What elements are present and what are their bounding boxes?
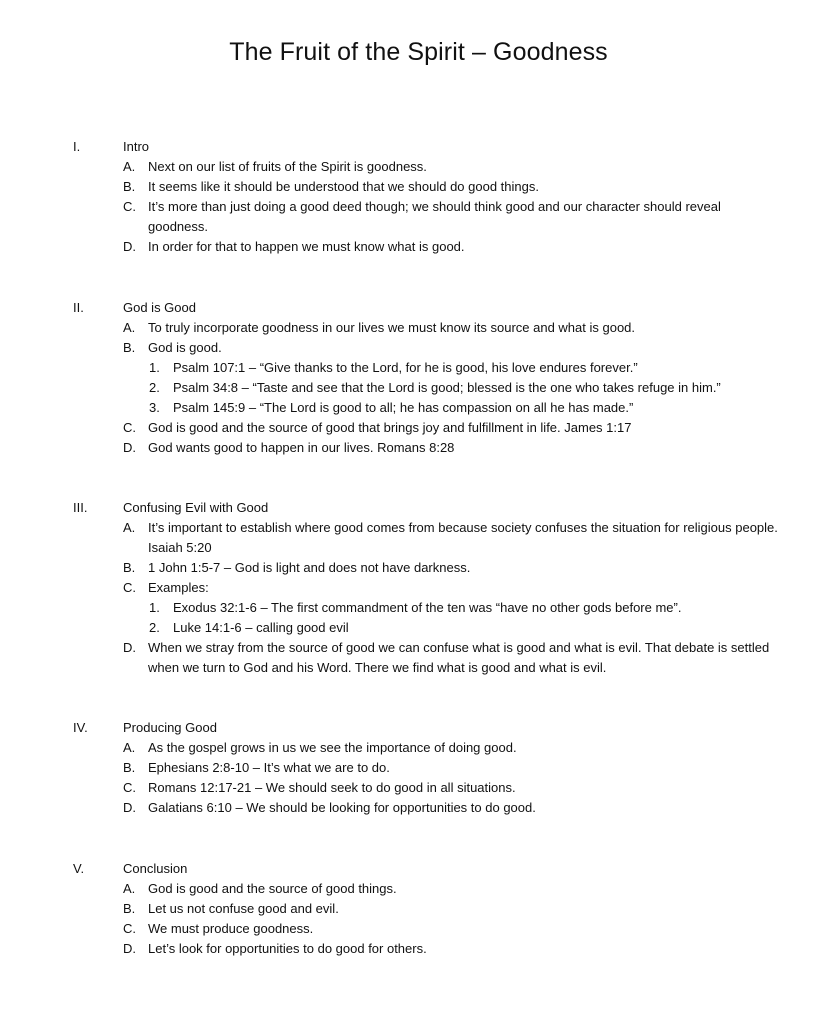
list-item bbox=[123, 518, 783, 558]
item-text: God is good. bbox=[148, 340, 222, 355]
section-heading: God is Good bbox=[123, 300, 196, 315]
sub-item-label: 3. bbox=[149, 400, 160, 415]
section-numeral: IV. bbox=[73, 720, 88, 735]
section-numeral: I. bbox=[73, 139, 81, 154]
item-label: A. bbox=[123, 520, 136, 535]
item-label: B. bbox=[123, 901, 136, 916]
list-item bbox=[123, 879, 783, 899]
list-item bbox=[123, 638, 783, 678]
item-label: D. bbox=[123, 941, 136, 956]
sub-item-label: 1. bbox=[149, 360, 160, 375]
item-text: Ephesians 2:8-10 – It’s what we are to do. bbox=[148, 760, 390, 775]
sub-item-label: 2. bbox=[149, 620, 160, 635]
section-items bbox=[123, 518, 783, 678]
item-text: As the gospel grows in us we see the importance of doing good. bbox=[148, 740, 517, 755]
item-text: God is good and the source of good things. bbox=[148, 881, 397, 896]
item-label: D. bbox=[123, 800, 136, 815]
item-label: A. bbox=[123, 320, 136, 335]
sub-item-text: Psalm 34:8 – “Taste and see that the Lord is good; blessed is the one who takes refuge in him.” bbox=[173, 380, 721, 395]
item-text: It’s important to establish where good comes from because society confuses the situation for religious people. Isaiah 5:20 bbox=[148, 520, 778, 555]
item-label: C. bbox=[123, 921, 136, 936]
item-text: When we stray from the source of good we can confuse what is good and what is evil. That debate is settled when we turn to God and his Word. There we find what is good and what is evil. bbox=[148, 640, 770, 675]
item-text: 1 John 1:5-7 – God is light and does not have darkness. bbox=[148, 560, 471, 575]
sub-item-text: Luke 14:1-6 – calling good evil bbox=[173, 620, 349, 635]
page-title: The Fruit of the Spirit – Goodness bbox=[229, 38, 608, 66]
list-item bbox=[123, 738, 783, 758]
item-label: B. bbox=[123, 340, 136, 355]
list-item bbox=[123, 197, 783, 237]
list-item bbox=[123, 318, 783, 338]
item-text: Romans 12:17-21 – We should seek to do good in all situations. bbox=[148, 780, 516, 795]
list-item bbox=[123, 418, 783, 438]
item-text: It’s more than just doing a good deed though; we should think good and our character should reveal goodness. bbox=[148, 199, 721, 234]
list-item bbox=[123, 157, 783, 177]
item-label: A. bbox=[123, 740, 136, 755]
list-item bbox=[123, 798, 783, 818]
list-item bbox=[123, 578, 783, 598]
item-label: D. bbox=[123, 640, 136, 655]
section-numeral: II. bbox=[73, 300, 84, 315]
section-numeral: V. bbox=[73, 861, 85, 876]
item-text: God wants good to happen in our lives. Romans 8:28 bbox=[148, 440, 455, 455]
list-item bbox=[123, 438, 783, 458]
item-label: A. bbox=[123, 159, 136, 174]
item-label: B. bbox=[123, 179, 136, 194]
item-label: D. bbox=[123, 239, 136, 254]
item-text: To truly incorporate goodness in our lives we must know its source and what is good. bbox=[148, 320, 636, 335]
section-heading: Confusing Evil with Good bbox=[123, 500, 269, 515]
item-text: Next on our list of fruits of the Spirit is goodness. bbox=[148, 159, 427, 174]
item-label: C. bbox=[123, 580, 136, 595]
sub-item-text: Psalm 145:9 – “The Lord is good to all; he has compassion on all he has made.” bbox=[173, 400, 634, 415]
item-text: We must produce goodness. bbox=[148, 921, 314, 936]
section-items bbox=[123, 157, 783, 257]
sub-list-item bbox=[123, 358, 783, 378]
section-numeral: III. bbox=[73, 500, 88, 515]
sub-list-item bbox=[123, 598, 783, 618]
list-item bbox=[123, 758, 783, 778]
item-label: B. bbox=[123, 560, 136, 575]
sub-item-label: 1. bbox=[149, 600, 160, 615]
item-label: C. bbox=[123, 780, 136, 795]
item-label: C. bbox=[123, 420, 136, 435]
item-label: A. bbox=[123, 881, 136, 896]
sub-item-text: Psalm 107:1 – “Give thanks to the Lord, for he is good, his love endures forever.” bbox=[173, 360, 638, 375]
list-item bbox=[123, 558, 783, 578]
sub-list-item bbox=[123, 618, 783, 638]
sub-list-item bbox=[123, 398, 783, 418]
item-label: C. bbox=[123, 199, 136, 214]
section-heading: Intro bbox=[123, 139, 150, 154]
item-text: It seems like it should be understood that we should do good things. bbox=[148, 179, 539, 194]
sub-list-item bbox=[123, 378, 783, 398]
item-label: B. bbox=[123, 760, 136, 775]
item-text: Examples: bbox=[148, 580, 209, 595]
section-heading: Producing Good bbox=[123, 720, 217, 735]
section-items bbox=[123, 738, 783, 818]
list-item bbox=[123, 899, 783, 919]
item-text: In order for that to happen we must know what is good. bbox=[148, 239, 465, 254]
section-items bbox=[123, 318, 783, 458]
list-item bbox=[123, 237, 783, 257]
list-item bbox=[123, 778, 783, 798]
list-item bbox=[123, 338, 783, 358]
item-text: Galatians 6:10 – We should be looking for opportunities to do good. bbox=[148, 800, 536, 815]
list-item bbox=[123, 177, 783, 197]
section-items bbox=[123, 879, 783, 959]
list-item bbox=[123, 939, 783, 959]
section-heading: Conclusion bbox=[123, 861, 188, 876]
list-item bbox=[123, 919, 783, 939]
item-text: God is good and the source of good that brings joy and fulfillment in life. James 1:17 bbox=[148, 420, 632, 435]
sub-item-text: Exodus 32:1-6 – The first commandment of the ten was “have no other gods before me”. bbox=[173, 600, 682, 615]
sub-item-label: 2. bbox=[149, 380, 160, 395]
item-label: D. bbox=[123, 440, 136, 455]
item-text: Let us not confuse good and evil. bbox=[148, 901, 339, 916]
item-text: Let’s look for opportunities to do good for others. bbox=[148, 941, 427, 956]
